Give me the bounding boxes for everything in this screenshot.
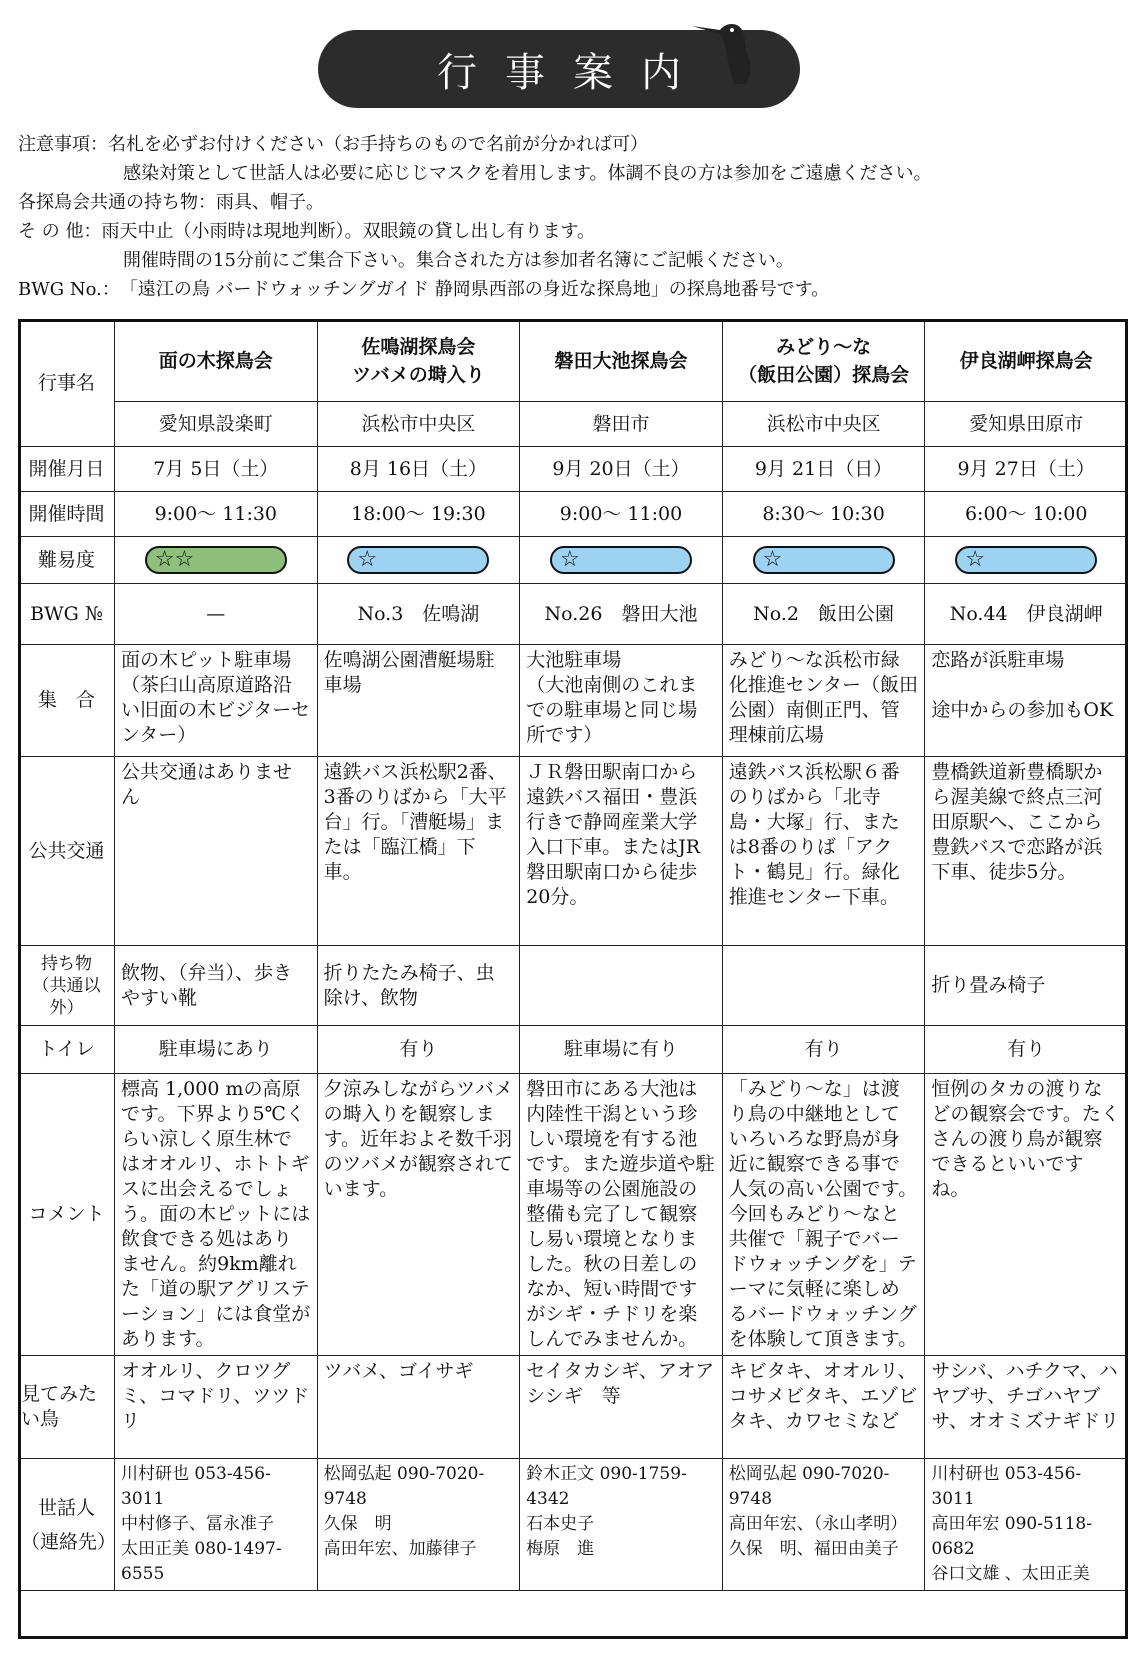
difficulty-cell — [925, 537, 1128, 584]
row-header-contact: 世話人 （連絡先） — [19, 1459, 115, 1591]
contact-line: 川村研也 053-456-3011 — [931, 1464, 1082, 1509]
event-date: 9月 21日（日） — [722, 447, 925, 492]
row-header-meet: 集 合 — [19, 645, 115, 757]
event-place: 磐田市 — [520, 402, 723, 447]
contact-line: 久保 明、福田由美子 — [728, 1539, 899, 1559]
target-birds: オオルリ、クロツグミ、コマドリ、ツツドリ — [115, 1356, 318, 1459]
target-birds: サシバ、ハチクマ、ハヤブサ、チゴハヤブサ、オオミズナギドリ — [925, 1356, 1128, 1459]
items-to-bring: 飲物、（弁当）、歩きやすい靴 — [115, 946, 318, 1026]
event-place: 愛知県設楽町 — [115, 402, 318, 447]
row-header-date: 開催月日 — [19, 447, 115, 492]
meeting-place: 恋路が浜駐車場 途中からの参加もOK — [925, 645, 1128, 757]
transit-info: 遠鉄バス浜松駅2番、3番のりばから「大平台」行。「漕艇場」または「臨江橋」下車。 — [317, 757, 520, 946]
event-name: 面の木探鳥会 — [115, 320, 318, 402]
note-line — [18, 188, 1128, 217]
difficulty-row — [19, 537, 1128, 584]
contact-row — [19, 1459, 1128, 1591]
comment-text: 磐田市にある大池は内陸性干潟という珍しい環境を有する池です。また遊歩道や駐車場等の公園施設の整備も完了して観察し易い環境となりました。秋の日差しのなか、短い時間ですがシギ・チドリを楽しんでみませんか。 — [520, 1074, 723, 1356]
items-row — [19, 946, 1128, 1026]
note-text: 雨天中止（小雨時は現地判断）。双眼鏡の貸し出し有ります。 — [101, 221, 596, 242]
bwg-number: No.44 伊良湖岬 — [925, 584, 1128, 645]
place-row — [19, 402, 1128, 447]
event-time: 9:00～ 11:00 — [520, 492, 723, 537]
bwg-number: No.3 佐鳴湖 — [317, 584, 520, 645]
event-date: 9月 20日（土） — [520, 447, 723, 492]
contact-line: 高田年宏、（永山孝明） — [728, 1514, 908, 1534]
note-label: そ の 他： — [18, 221, 102, 242]
toilet-info: 有り — [925, 1026, 1128, 1074]
event-time: 8:30～ 10:30 — [722, 492, 925, 537]
note-text: 名札を必ずお付けください（お手持ちのもので名前が分かれば可） — [108, 134, 648, 155]
event-time: 6:00～ 10:00 — [925, 492, 1128, 537]
event-name: みどり～な （飯田公園）探鳥会 — [722, 320, 925, 402]
toilet-info: 有り — [722, 1026, 925, 1074]
transit-row — [19, 757, 1128, 946]
note-line — [18, 159, 1128, 188]
contact-line: 梅原 進 — [526, 1539, 595, 1559]
difficulty-badge: ☆ — [347, 546, 489, 574]
transit-info: ＪＲ磐田駅南口から遠鉄バス福田・豊浜行きで静岡産業大学入口下車。またはJR磐田駅南口から徒歩20分。 — [520, 757, 723, 946]
event-place: 愛知県田原市 — [925, 402, 1128, 447]
row-header-comment: コメント — [19, 1074, 115, 1356]
comment-text: 標高 1,000 mの高原です。下界より5℃くらい涼しく原生林ではオオルリ、ホトトギスに出会えるでしょう。面の木ピットには飲食できる処はありません。約9km離れた「道の駅アグリステーション」には食堂があります。 — [115, 1074, 318, 1356]
contact-cell — [925, 1459, 1128, 1591]
note-label: 各探鳥会共通の持ち物： — [18, 192, 216, 213]
meeting-place: 面の木ピット駐車場（茶臼山高原道路沿い旧面の木ビジターセンター） — [115, 645, 318, 757]
meeting-place: みどり～な浜松市緑化推進センター（飯田公園）南側正門、管理棟前広場 — [722, 645, 925, 757]
contact-line: 松岡弘起 090-7020-9748 — [323, 1464, 485, 1509]
note-text: 「遠江の鳥 バードウォッチングガイド 静岡県西部の身近な探鳥地」の探鳥地番号です。 — [119, 279, 830, 300]
event-place: 浜松市中央区 — [317, 402, 520, 447]
difficulty-cell — [115, 537, 318, 584]
meeting-place: 大池駐車場 （大池南側のこれまでの駐車場と同じ場所です） — [520, 645, 723, 757]
meet-row — [19, 645, 1128, 757]
items-to-bring — [520, 946, 723, 1026]
comment-text: 夕涼みしながらツバメの塒入りを観察します。近年およそ数千羽のツバメが観察されています。 — [317, 1074, 520, 1356]
contact-line: 太田正美 080-1497-6555 — [121, 1539, 282, 1584]
comment-text: 恒例のタカの渡りなどの観察会です。たくさんの渡り鳥が観察できるといいですね。 — [925, 1074, 1128, 1356]
event-name: 磐田大池探鳥会 — [520, 320, 723, 402]
page-title: 行事案内 — [318, 30, 800, 108]
event-place: 浜松市中央区 — [722, 402, 925, 447]
transit-info: 公共交通はありません — [115, 757, 318, 946]
contact-line: 川村研也 053-456-3011 — [121, 1464, 271, 1509]
bwg-number: No.26 磐田大池 — [520, 584, 723, 645]
event-time: 18:00～ 19:30 — [317, 492, 520, 537]
row-header-toilet: トイレ — [19, 1026, 115, 1074]
comment-row — [19, 1074, 1128, 1356]
transit-info: 豊橋鉄道新豊橋駅から渥美線で終点三河田原駅へ、ここから豊鉄バスで恋路が浜下車、徒歩5分。 — [925, 757, 1128, 946]
time-row — [19, 492, 1128, 537]
items-to-bring — [722, 946, 925, 1026]
row-header-event: 行事名 — [19, 320, 115, 447]
event-name-row — [19, 320, 1128, 402]
event-date: 9月 27日（土） — [925, 447, 1128, 492]
contact-line: 高田年宏、加藤律子 — [323, 1539, 477, 1559]
date-row — [19, 447, 1128, 492]
transit-info: 遠鉄バス浜松駅６番のりばから「北寺島・大塚」行、または8番のりば「アクト・鶴見」行。緑化推進センター下車。 — [722, 757, 925, 946]
note-line — [18, 246, 1128, 275]
note-label: BWG No.： — [18, 279, 120, 300]
difficulty-badge: ☆ — [955, 546, 1097, 574]
note-text: 雨具、帽子。 — [216, 192, 324, 213]
difficulty-badge: ☆ — [550, 546, 692, 574]
meeting-place: 佐鳴湖公園漕艇場駐車場 — [317, 645, 520, 757]
note-label: 注意事項： — [18, 134, 108, 155]
toilet-info: 駐車場にあり — [115, 1026, 318, 1074]
note-line — [18, 130, 1128, 159]
row-header-bwg: BWG № — [19, 584, 115, 645]
row-header-birds: 見てみたい鳥 — [19, 1356, 115, 1459]
note-line — [18, 275, 1128, 304]
contact-cell — [520, 1459, 723, 1591]
difficulty-badge: ☆☆ — [145, 546, 287, 574]
bwg-row — [19, 584, 1128, 645]
row-header-transit: 公共交通 — [19, 757, 115, 946]
difficulty-cell — [520, 537, 723, 584]
note-text: 感染対策として世話人は必要に応じじマスクを着用します。体調不良の方は参加をご遠慮ください。 — [123, 163, 932, 184]
contact-cell — [317, 1459, 520, 1591]
contact-line: 谷口文雄 、太田正美 — [931, 1564, 1090, 1584]
items-to-bring: 折りたたみ椅子、虫除け、飲物 — [317, 946, 520, 1026]
difficulty-cell — [722, 537, 925, 584]
row-header-items: 持ち物 （共通以外） — [19, 946, 115, 1026]
row-header-difficulty: 難易度 — [19, 537, 115, 584]
contact-line: 鈴木正文 090-1759-4342 — [526, 1464, 687, 1509]
event-time: 9:00～ 11:30 — [115, 492, 318, 537]
contact-cell — [722, 1459, 925, 1591]
contact-line: 高田年宏 090-5118-0682 — [931, 1514, 1092, 1559]
birds-row — [19, 1356, 1128, 1459]
bwg-number: No.2 飯田公園 — [722, 584, 925, 645]
target-birds: キビタキ、オオルリ、コサメビタキ、エゾビタキ、カワセミなど — [722, 1356, 925, 1459]
comment-text: 「みどり～な」は渡り鳥の中継地としていろいろな野鳥が身近に観察できる事で人気の高い公園です。今回もみどり～なと共催で「親子でバードウォッチングを」テーマに気軽に楽しめるバードウォッチングを体験して頂きます。 — [722, 1074, 925, 1356]
note-line — [18, 217, 1128, 246]
event-date: 8月 16日（土） — [317, 447, 520, 492]
event-name: 伊良湖岬探鳥会 — [925, 320, 1128, 402]
toilet-info: 有り — [317, 1026, 520, 1074]
row-header-time: 開催時間 — [19, 492, 115, 537]
difficulty-cell — [317, 537, 520, 584]
note-text: 開催時間の15分前にご集合下さい。集合された方は参加者名簿にご記帳ください。 — [123, 250, 794, 271]
items-to-bring: 折り畳み椅子 — [925, 946, 1128, 1026]
toilet-row — [19, 1026, 1128, 1074]
difficulty-badge: ☆ — [753, 546, 895, 574]
target-birds: セイタカシギ、アオアシシギ 等 — [520, 1356, 723, 1459]
contact-line: 久保 明 — [323, 1514, 392, 1534]
target-birds: ツバメ、ゴイサギ — [317, 1356, 520, 1459]
event-name: 佐鳴湖探鳥会 ツバメの塒入り — [317, 320, 520, 402]
contact-line: 石本史子 — [526, 1514, 595, 1534]
toilet-info: 駐車場に有り — [520, 1026, 723, 1074]
events-table — [18, 319, 1128, 1591]
contact-cell — [115, 1459, 318, 1591]
bwg-number: — — [115, 584, 318, 645]
heron-icon — [690, 16, 770, 86]
event-date: 7月 5日（土） — [115, 447, 318, 492]
contact-line: 中村修子、冨永准子 — [121, 1514, 274, 1534]
contact-line: 松岡弘起 090-7020-9748 — [728, 1464, 890, 1509]
notes-section — [18, 130, 1128, 304]
